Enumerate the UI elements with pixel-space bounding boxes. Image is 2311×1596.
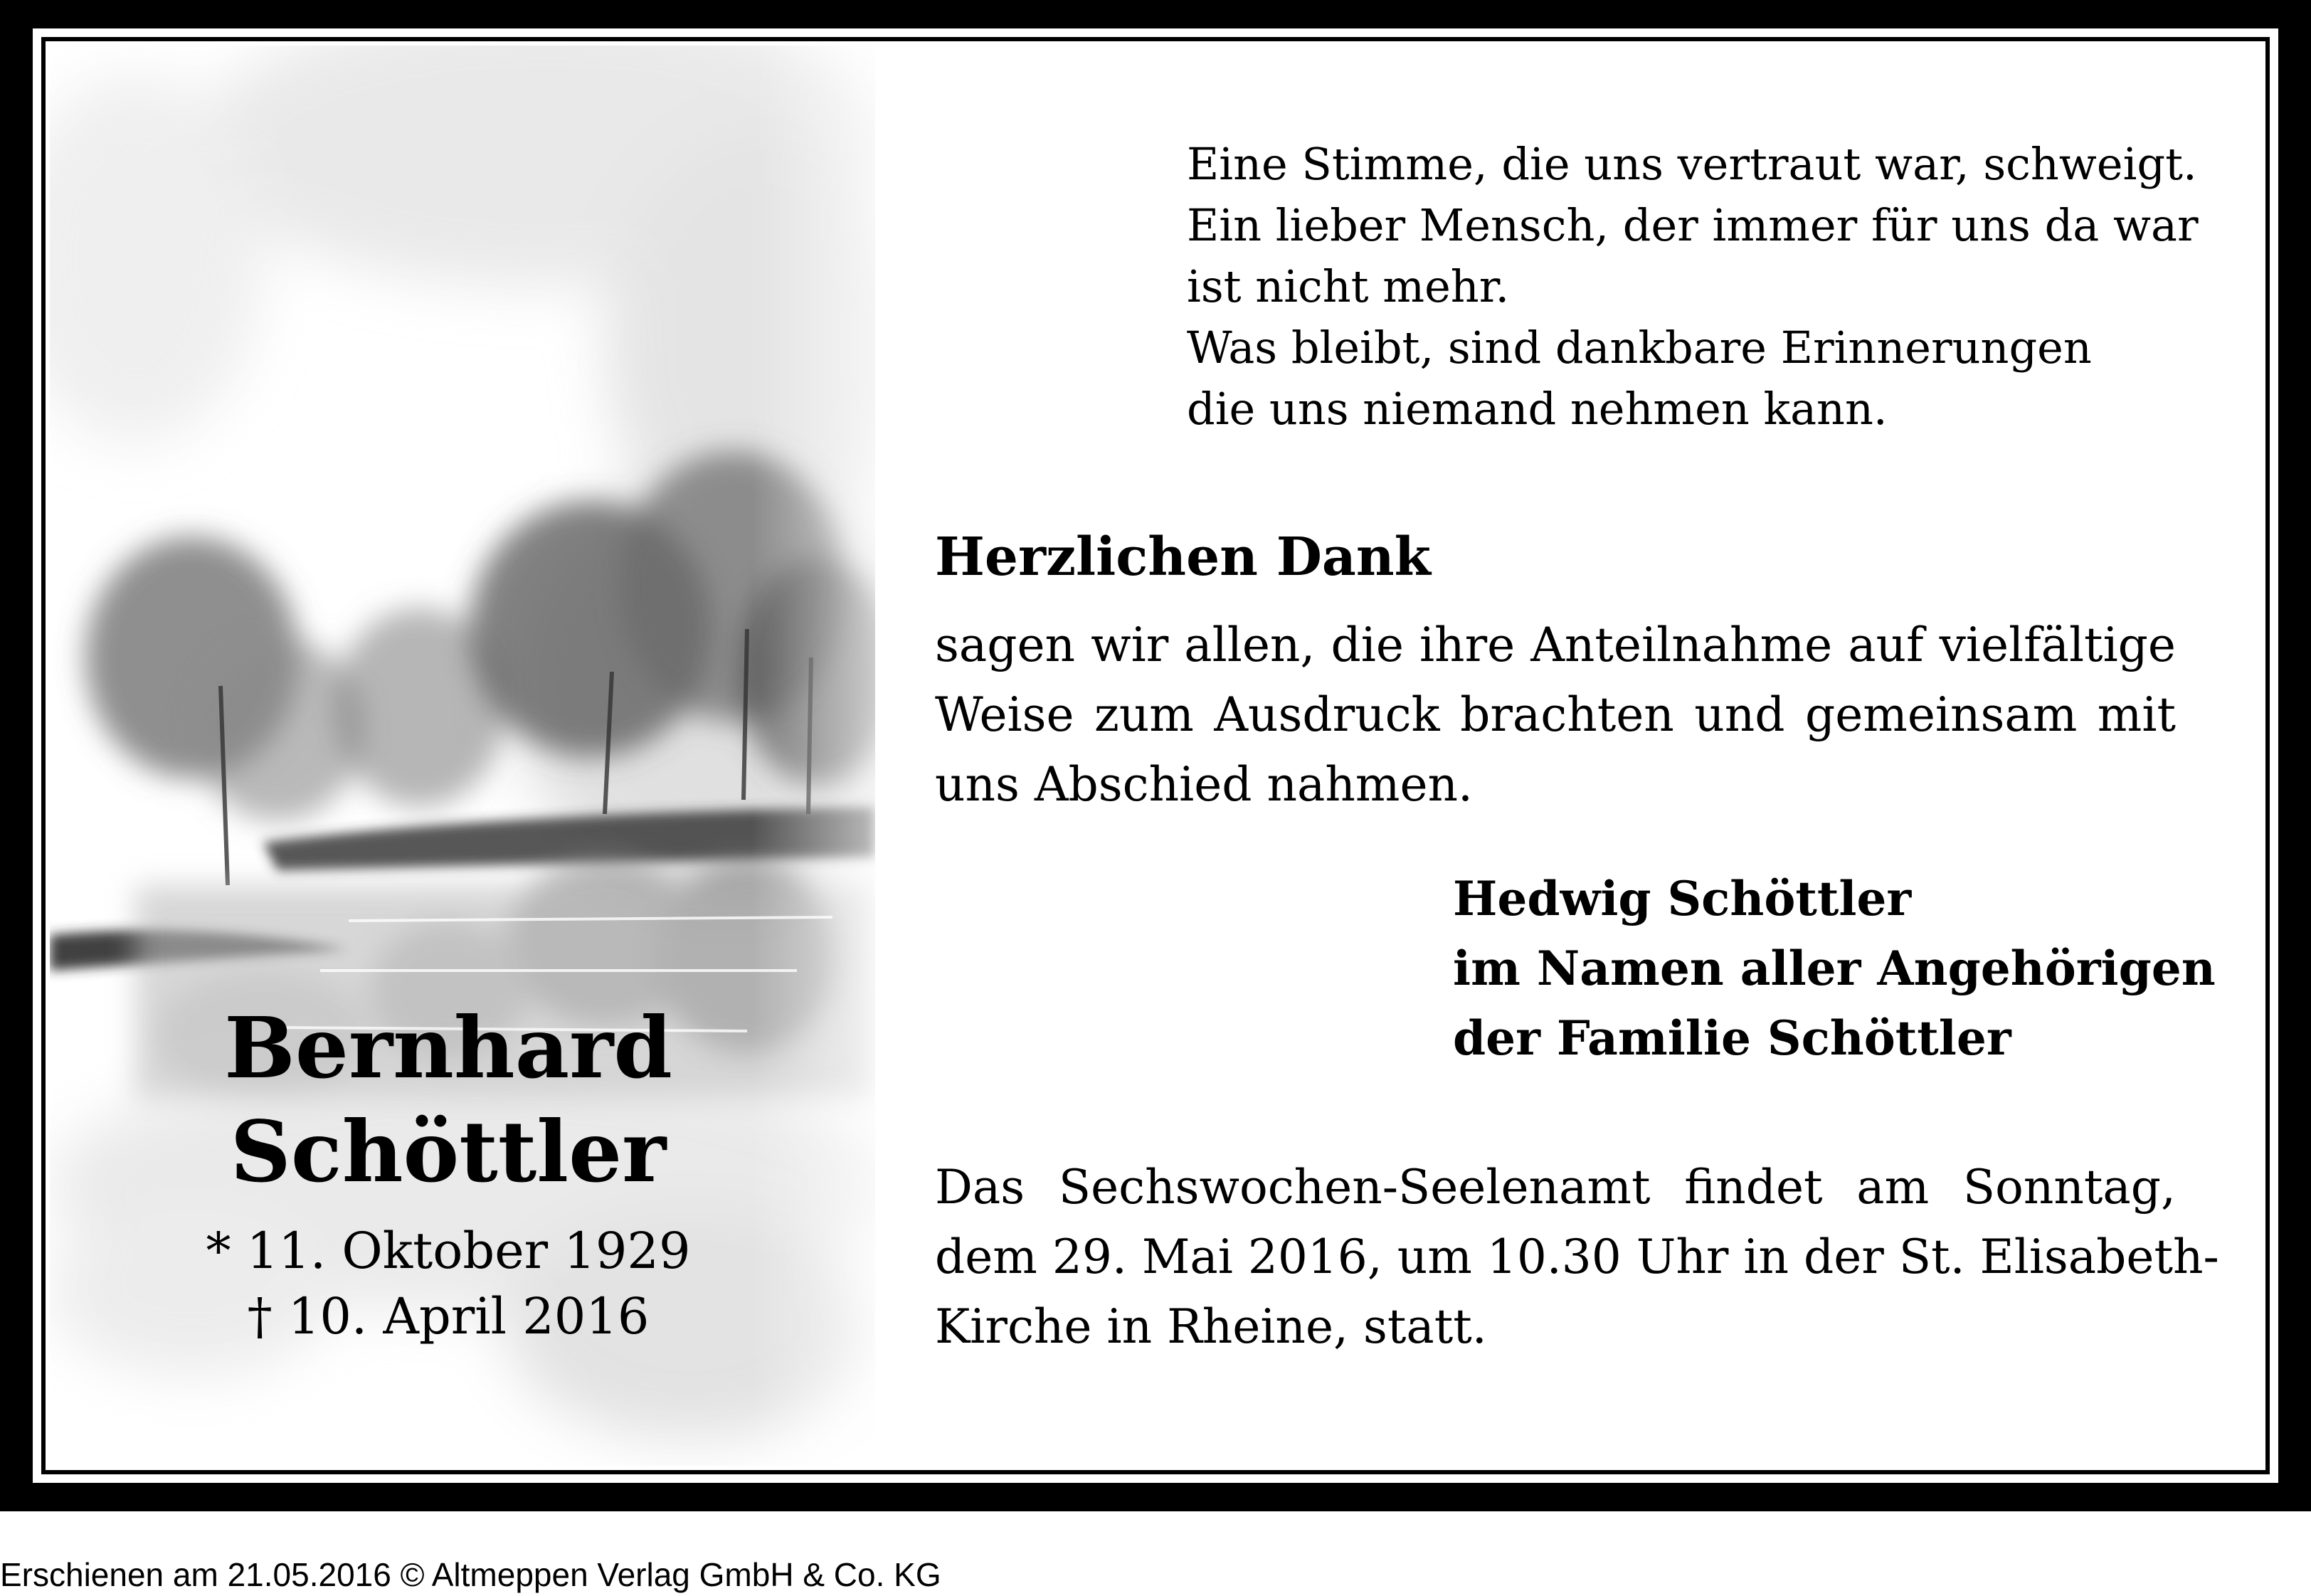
signer-line: im Namen aller Angehörigen: [1453, 941, 2216, 996]
death-date: † 10. April 2016: [247, 1287, 650, 1346]
poem-line: Eine Stimme, die uns vertraut war, schweigt.: [1187, 138, 2197, 190]
service-line: Kirche in Rheine, statt.: [935, 1299, 1487, 1354]
publication-footer: Erschienen am 21.05.2016 © Altmeppen Verlag GmbH & Co. KG: [0, 1556, 941, 1593]
poem: [1187, 134, 2226, 440]
poem-line: ist nicht mehr.: [1187, 260, 1510, 312]
service-line: Das Sechswochen-Seelenamt findet am Sonntag,: [935, 1160, 2176, 1215]
memorial-service-text: [935, 1153, 2219, 1362]
thanks-line: sagen wir allen, die ihre Anteilnahme auf vielfältige: [935, 618, 2176, 672]
signer-line: Hedwig Schöttler: [1453, 871, 1912, 926]
service-line: dem 29. Mai 2016, um 10.30 Uhr in der St. Elisabeth-: [935, 1230, 2219, 1284]
deceased-block: [128, 996, 768, 1349]
thanks-text: [935, 611, 2176, 820]
birth-date: * 11. Oktober 1929: [206, 1222, 691, 1280]
signers: [1453, 864, 2216, 1073]
thanks-heading: Herzlichen Dank: [935, 527, 1431, 588]
signer-line: der Familie Schöttler: [1453, 1010, 2011, 1066]
thanks-line: uns Abschied nahmen.: [935, 757, 1474, 812]
poem-line: die uns niemand nehmen kann.: [1187, 383, 1888, 435]
deceased-last-name: Schöttler: [230, 1102, 667, 1201]
poem-line: Was bleibt, sind dankbare Erinnerungen: [1187, 322, 2092, 374]
poem-line: Ein lieber Mensch, der immer für uns da war: [1187, 199, 2199, 251]
life-dates: [128, 1218, 768, 1349]
deceased-first-name: Bernhard: [224, 998, 672, 1097]
thanks-line: Weise zum Ausdruck brachten und gemeinsam mit: [935, 687, 2176, 742]
